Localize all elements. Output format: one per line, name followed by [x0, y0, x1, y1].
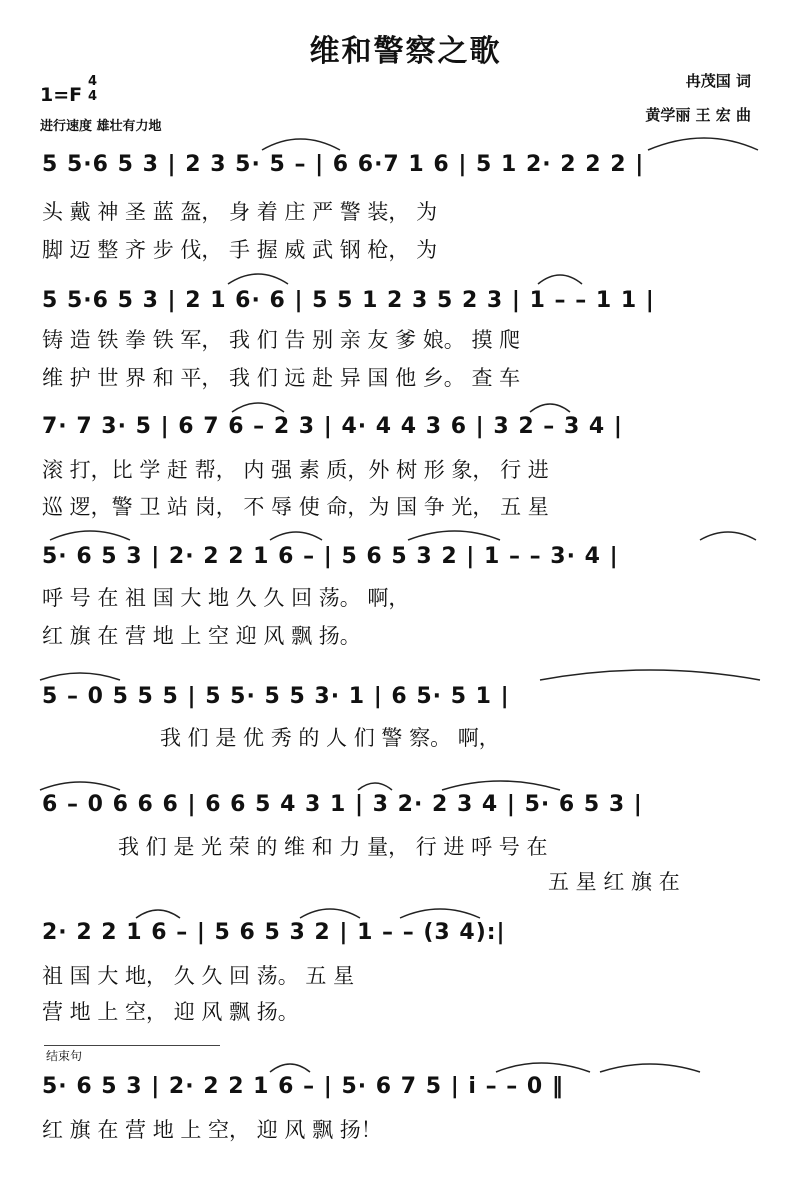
tempo-marking: 进行速度 雄壮有力地 — [40, 119, 162, 134]
lyric-line-4-verse-2: 红 旗 在 营 地 上 空 迎 风 飘 扬。 — [42, 624, 361, 648]
notation-line-1: 5 5·6 5 3 | 2 3 5· 5 – | 6 6·7 1 6 | 5 1 2· 2 2 2 | — [42, 152, 645, 177]
notation-line-4: 5· 6 5 3 | 2· 2 2 1 6 – | 5 6 5 3 2 | 1 – – 3· 4 | — [42, 544, 619, 569]
slur-arc — [300, 909, 360, 918]
slur-arc — [540, 670, 760, 680]
ending-label: 结束句 — [46, 1049, 83, 1063]
lyric-line-6-verse-1: 我 们 是 光 荣 的 维 和 力 量， 行 进 呼 号 在 — [118, 835, 548, 859]
composer-credit: 黄学丽 王 宏 曲 — [645, 106, 751, 124]
notation-ending: 5· 6 5 3 | 2· 2 2 1 6 – | 5· 6 7 5 | i – – 0 ‖ — [42, 1074, 564, 1099]
slur-arc — [270, 1064, 310, 1072]
slur-arc — [40, 782, 120, 790]
slur-arc — [538, 275, 582, 284]
slur-arc — [496, 1063, 590, 1072]
slur-arc — [270, 532, 322, 540]
lyric-line-6-verse-2: 五 星 红 旗 在 — [548, 870, 680, 894]
lyric-line-2-verse-2: 维 护 世 界 和 平， 我 们 远 赴 异 国 他 乡。 查 车 — [42, 366, 521, 390]
slur-arc — [232, 403, 284, 412]
lyric-line-1-verse-1: 头 戴 神 圣 蓝 盔， 身 着 庄 严 警 装， 为 — [42, 200, 438, 224]
slur-arc — [600, 1064, 700, 1072]
key-signature: 1=F — [40, 84, 83, 106]
lyric-line-3-verse-2: 巡 逻，警 卫 站 岗， 不 辱 使 命，为 国 争 光， 五 星 — [42, 495, 549, 519]
lyric-ending: 红 旗 在 营 地 上 空， 迎 风 飘 扬！ — [42, 1118, 382, 1142]
lyric-line-1-verse-2: 脚 迈 整 齐 步 伐， 手 握 威 武 钢 枪， 为 — [42, 238, 438, 262]
slur-arc — [50, 531, 130, 540]
slur-arc — [442, 781, 560, 790]
lyric-line-7-verse-2: 营 地 上 空， 迎 风 飘 扬。 — [42, 1000, 299, 1024]
song-title: 维和警察之歌 — [309, 34, 502, 69]
notation-line-3: 7· 7 3· 5 | 6 7 6 – 2 3 | 4· 4 4 3 6 | 3 2 – 3 4 | — [42, 414, 623, 439]
slur-arc — [40, 673, 120, 680]
notation-line-7: 2· 2 2 1 6 – | 5 6 5 3 2 | 1 – – (3 4):| — [42, 920, 506, 945]
slur-arc — [262, 139, 340, 150]
slur-arc — [530, 404, 570, 412]
slur-arc — [408, 531, 500, 540]
lyric-line-7-verse-1: 祖 国 大 地， 久 久 回 荡。 五 星 — [42, 964, 355, 988]
slur-arc — [700, 532, 756, 540]
notation-line-5: 5 – 0 5 5 5 | 5 5· 5 5 3· 1 | 6 5· 5 1 | — [42, 684, 510, 709]
slur-arc — [136, 910, 180, 918]
slur-arc — [358, 783, 392, 790]
time-signature — [88, 74, 97, 104]
notation-line-6: 6 – 0 6 6 6 | 6 6 5 4 3 1 | 3 2· 2 3 4 | 5· 6 5 3 | — [42, 792, 643, 817]
slur-arc — [400, 909, 480, 918]
lyric-line-2-verse-1: 铸 造 铁 拳 铁 军， 我 们 告 别 亲 友 爹 娘。 摸 爬 — [42, 328, 521, 352]
notation-line-2: 5 5·6 5 3 | 2 1 6· 6 | 5 5 1 2 3 5 2 3 | 1 – – 1 1 | — [42, 288, 655, 313]
time-signature-bottom: 4 — [88, 89, 98, 104]
time-signature-top: 4 — [88, 74, 98, 89]
lyric-line-5: 我 们 是 优 秀 的 人 们 警 察。 啊， — [160, 726, 500, 750]
lyric-line-3-verse-1: 滚 打，比 学 赶 帮， 内 强 素 质，外 树 形 象， 行 进 — [42, 458, 549, 482]
ending-divider — [44, 1045, 220, 1046]
slur-arc — [228, 274, 288, 284]
lyric-line-4-verse-1: 呼 号 在 祖 国 大 地 久 久 回 荡。 啊， — [42, 586, 410, 610]
lyricist-credit: 冉茂国 词 — [685, 72, 751, 90]
slur-arc — [648, 138, 758, 150]
